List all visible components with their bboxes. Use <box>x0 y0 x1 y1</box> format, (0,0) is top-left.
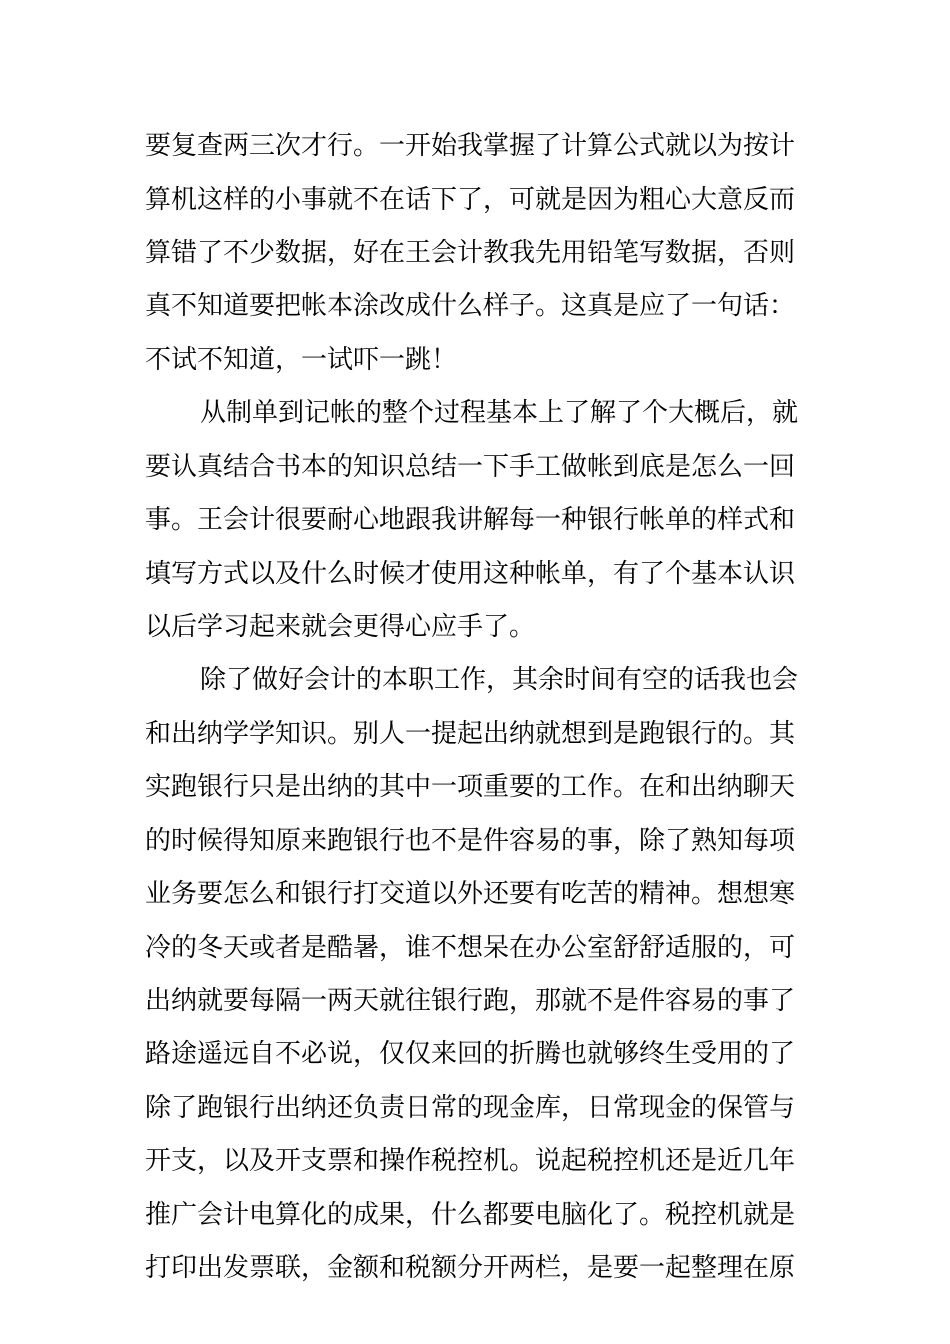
text-line: 填写方式以及什么时候才使用这种帐单，有了个基本认识 <box>145 559 796 589</box>
text-line: 要复查两三次才行。一开始我掌握了计算公式就以为按计 <box>145 131 796 161</box>
text-line: 推广会计电算化的成果，什么都要电脑化了。税控机就是 <box>145 1200 796 1230</box>
text-line: 冷的冬天或者是酷暑，谁不想呆在办公室舒舒适服的，可 <box>145 933 796 963</box>
text-line: 打印出发票联，金额和税额分开两栏，是要一起整理在原 <box>145 1253 796 1283</box>
text-line: 算错了不少数据，好在王会计教我先用铅笔写数据，否则 <box>145 238 796 268</box>
text-line: 的时候得知原来跑银行也不是件容易的事，除了熟知每项 <box>145 826 796 856</box>
text-line: 要认真结合书本的知识总结一下手工做帐到底是怎么一回 <box>145 452 796 482</box>
paragraph-first-line: 从制单到记帐的整个过程基本上了解了个大概后，就 <box>200 398 799 428</box>
paragraph-first-line: 除了做好会计的本职工作，其余时间有空的话我也会 <box>200 665 799 695</box>
text-line: 和出纳学学知识。别人一提起出纳就想到是跑银行的。其 <box>145 719 796 749</box>
text-line: 真不知道要把帐本涂改成什么样子。这真是应了一句话： <box>145 291 796 321</box>
text-line: 业务要怎么和银行打交道以外还要有吃苦的精神。想想寒 <box>145 879 796 909</box>
text-line: 除了跑银行出纳还负责日常的现金库，日常现金的保管与 <box>145 1093 796 1123</box>
text-line: 以后学习起来就会更得心应手了。 <box>145 612 536 642</box>
text-line: 开支，以及开支票和操作税控机。说起税控机还是近几年 <box>145 1146 796 1176</box>
text-line: 路途遥远自不必说，仅仅来回的折腾也就够终生受用的了 <box>145 1039 796 1069</box>
text-line: 出纳就要每隔一两天就往银行跑，那就不是件容易的事了 <box>145 986 796 1016</box>
text-line: 事。王会计很要耐心地跟我讲解每一种银行帐单的样式和 <box>145 505 796 535</box>
text-line: 实跑银行只是出纳的其中一项重要的工作。在和出纳聊天 <box>145 772 796 802</box>
text-line: 算机这样的小事就不在话下了，可就是因为粗心大意反而 <box>145 185 796 215</box>
text-line: 不试不知道，一试吓一跳！ <box>145 345 458 375</box>
